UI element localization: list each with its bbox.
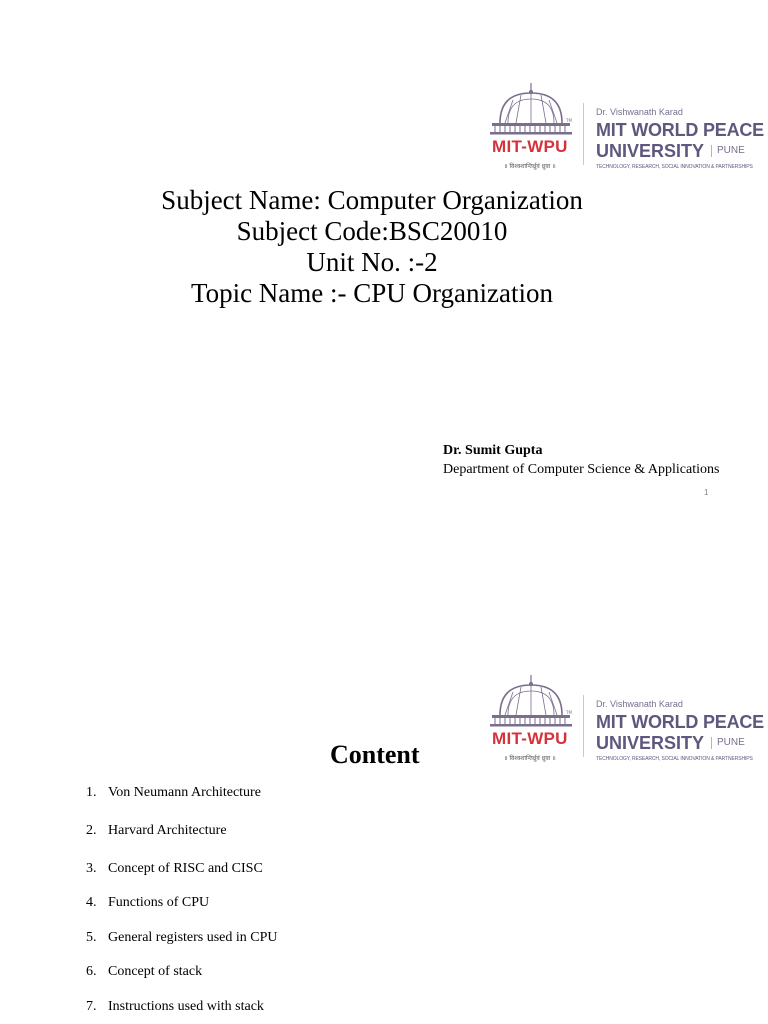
hindi-motto: ॥ विश्वशान्तिर्ध्रुवं ध्रुवा ॥ [504, 163, 556, 170]
list-item [86, 998, 264, 1016]
list-item [86, 822, 227, 840]
university-name-line2: UNIVERSITY [596, 733, 705, 753]
mit-wpu-wordmark: MIT-WPU [492, 137, 568, 156]
founder-name: Dr. Vishwanath Karad [596, 107, 683, 117]
subject-title-block [72, 185, 672, 309]
author-name: Dr. Sumit Gupta [443, 443, 543, 458]
list-item-number: 5. [86, 930, 97, 945]
list-item-text: Functions of CPU [108, 895, 210, 910]
content-slide [0, 640, 768, 1024]
university-name-block [596, 81, 768, 177]
list-item-text: Harvard Architecture [108, 823, 227, 838]
university-tagline: TECHNOLOGY, RESEARCH, SOCIAL INNOVATION & PARTNERSHIPS [596, 756, 753, 762]
university-name-block [596, 673, 768, 769]
page-number: 1 [704, 488, 709, 497]
author-department: Department of Computer Science & Applications [443, 462, 720, 477]
subject-code: Subject Code:BSC20010 [236, 216, 508, 246]
university-name-line2: UNIVERSITY [596, 141, 705, 161]
city-label: PUNE [711, 737, 745, 749]
city-label: PUNE [711, 145, 745, 157]
logo-divider [583, 103, 584, 165]
university-tagline: TECHNOLOGY, RESEARCH, SOCIAL INNOVATION & PARTNERSHIPS [596, 164, 753, 170]
subject-name: Subject Name: Computer Organization [161, 185, 583, 215]
author-block [443, 442, 719, 480]
topic-name: Topic Name :- CPU Organization [190, 278, 554, 308]
list-item-number: 6. [86, 964, 97, 979]
university-logo [486, 673, 768, 769]
hindi-motto: ॥ विश्वशान्तिर्ध्रुवं ध्रुवा ॥ [504, 755, 556, 762]
mit-wpu-wordmark: MIT-WPU [492, 729, 568, 748]
university-name-line1: MIT WORLD PEACE [596, 712, 764, 732]
logo-divider [583, 695, 584, 757]
list-item-text: Concept of RISC and CISC [108, 861, 263, 876]
list-item-number: 3. [86, 861, 97, 876]
list-item-text: Von Neumann Architecture [108, 785, 261, 800]
svg-text:TM: TM [566, 710, 572, 715]
list-item [86, 929, 278, 947]
list-item-number: 4. [86, 895, 97, 910]
founder-name: Dr. Vishwanath Karad [596, 699, 683, 709]
university-name-line1: MIT WORLD PEACE [596, 120, 764, 140]
list-item-number: 2. [86, 823, 97, 838]
list-item-text: General registers used in CPU [108, 930, 278, 945]
list-item [86, 860, 263, 878]
svg-text:TM: TM [566, 118, 572, 123]
dome-emblem-icon [486, 673, 576, 769]
university-logo [486, 81, 768, 177]
dome-emblem-icon [486, 81, 576, 177]
content-heading: Content [330, 740, 420, 769]
list-item [86, 963, 202, 981]
list-item [86, 894, 209, 912]
list-item [86, 784, 261, 802]
list-item-number: 1. [86, 785, 97, 800]
list-item-text: Instructions used with stack [108, 999, 264, 1014]
unit-number: Unit No. :-2 [306, 247, 438, 277]
list-item-text: Concept of stack [108, 964, 203, 979]
list-item-number: 7. [86, 999, 97, 1014]
